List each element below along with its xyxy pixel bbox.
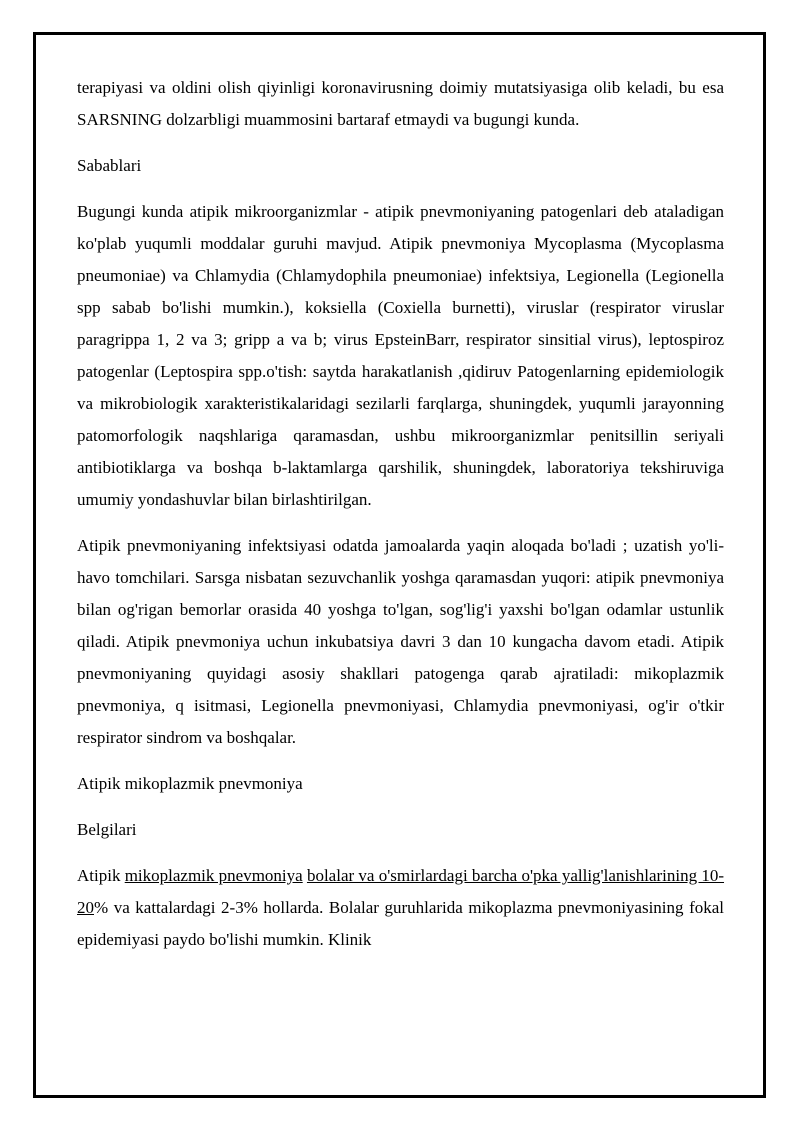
heading-mikoplazmik: Atipik mikoplazmik pnevmoniya (77, 774, 303, 793)
paragraph-therapy: terapiyasi va oldini olish qiyinligi koronavirusning doimiy mutatsiyasiga olib keladi, bu esa SARSNING dolzarbligi muammosini bartaraf etmaydi va bugungi kunda. (77, 78, 724, 129)
heading-belgilari: Belgilari (77, 820, 137, 839)
symptoms-prefix: Atipik (77, 866, 125, 885)
link-lung-inflammation[interactable]: bolalar va o'smirlardagi barcha o'pka yallig'lanishlarining 10-20 (77, 866, 725, 917)
paragraph-symptoms (77, 860, 724, 956)
paragraph-causes: Bugungi kunda atipik mikroorganizmlar - atipik pnevmoniyaning patogenlari deb ataladigan ko'plab yuqumli moddalar guruhi mavjud. Atipik pnevmoniya Mycoplasma (Mycoplasma pneumoniae) va Chlamydia (Chlamydophila pneumoniae) infektsiya, Legionella (Legionella spp sabab bo'lishi mumkin.), koksiella (Coxiella burnetti), viruslar (respirator viruslar paragrippa 1, 2 va 3; gripp a va b; virus EpsteinBarr, respirator sinsitial virus), leptospiroz patogenlar (Leptospira spp.o'tish: saytda harakatlanish ,qidiruv Patogenlarning epidemiologik va mikrobiologik xarakteristikalaridagi sezilarli farqlarga, shuningdek, yuqumli jarayonning patomorfologik naqshlariga qaramasdan, ushbu mikroorganizmlar penitsillin seriyali antibiotiklarga va boshqa b-laktamlarga qarshilik, shuningdek, laboratoriya tekshiruviga umumiy yondashuvlar bilan birlashtirilgan. (77, 202, 724, 509)
link-mikoplazmik-pnevmoniya[interactable]: mikoplazmik pnevmoniya (124, 866, 303, 885)
document-body (77, 72, 724, 970)
heading-sabablari: Sabablari (77, 156, 142, 175)
symptoms-suffix: % va kattalardagi 2-3% hollarda. Bolalar guruhlarida mikoplazma pnevmoniyasining fokal epidemiyasi paydo bo'lishi mumkin. Klinik (77, 898, 724, 949)
paragraph-infection: Atipik pnevmoniyaning infektsiyasi odatda jamoalarda yaqin aloqada bo'ladi ; uzatish yo'li-havo tomchilari. Sarsga nisbatan sezuvchanlik yoshga qaramasdan yuqori: atipik pnevmoniya bilan og'rigan bemorlar orasida 40 yoshga to'lgan, sog'lig'i yaxshi bo'lgan odamlar ustunlik qiladi. Atipik pnevmoniya uchun inkubatsiya davri 3 dan 10 kungacha davom etadi. Atipik pnevmoniyaning quyidagi asosiy shakllari patogenga qarab ajratiladi: mikoplazmik pnevmoniya, q isitmasi, Legionella pnevmoniyasi, Chlamydia pnevmoniyasi, og'ir o'tkir respirator sindrom va boshqalar. (77, 536, 724, 747)
